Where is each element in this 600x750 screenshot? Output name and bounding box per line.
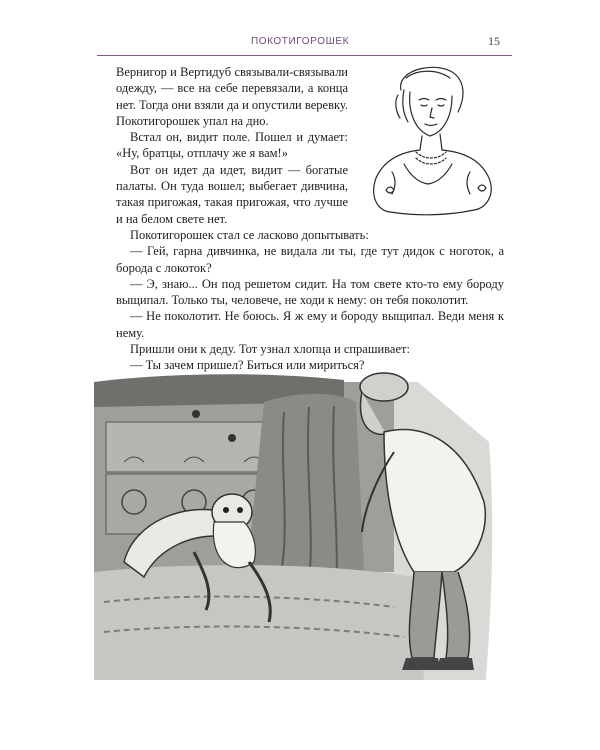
- dialogue-line-1: — Гей, гарна дивчинка, не видала ли ты, где тут дидок с ноготок, а борода с локоток?: [116, 244, 504, 275]
- page-number: 15: [488, 34, 500, 48]
- girl-portrait-sketch: [346, 60, 516, 220]
- illustration-old-man-under-sieve: [94, 362, 508, 680]
- paragraph-5: Пришли они к деду. Тот узнал хлопца и спрашивает:: [130, 342, 410, 357]
- paragraph-1: Вернигор и Вертидуб связывали-связывали одежду, — все на себе перевязали, а конца нет. Тогда они взяли да и опустили веревку. Покотигорошек упал на дно.: [116, 65, 348, 128]
- dialogue-line-4: — Ты зачем пришел? Биться или мириться?: [130, 358, 365, 373]
- paragraph-3: Вот он идет да идет, видит — богатые палаты. Он туда вошел; выбегает дивчина, такая пригожая, такая пригожая, что лучше и на белом свете нет.: [116, 162, 348, 226]
- dialogue-line-3: — Не поколотит. Не боюсь. Я ж ему и бороду выщипал. Веди меня к нему.: [116, 309, 504, 340]
- dialogue-line-2: — Э, знаю... Он под решетом сидит. На том свете кто-то ему бороду выщипал. Только ты, человече, не ходи к нему: он тебя поколотит.: [116, 276, 504, 308]
- paragraph-2: Встал он, видит поле. Пошел и думает: «Ну, братцы, отплачу же я вам!»: [116, 130, 348, 161]
- paragraph-4: Покотигорошек стал се ласково допытывать:: [130, 227, 369, 242]
- running-title: ПОКОТИГОРОШЕК: [250, 36, 350, 47]
- header-rule: [97, 55, 512, 56]
